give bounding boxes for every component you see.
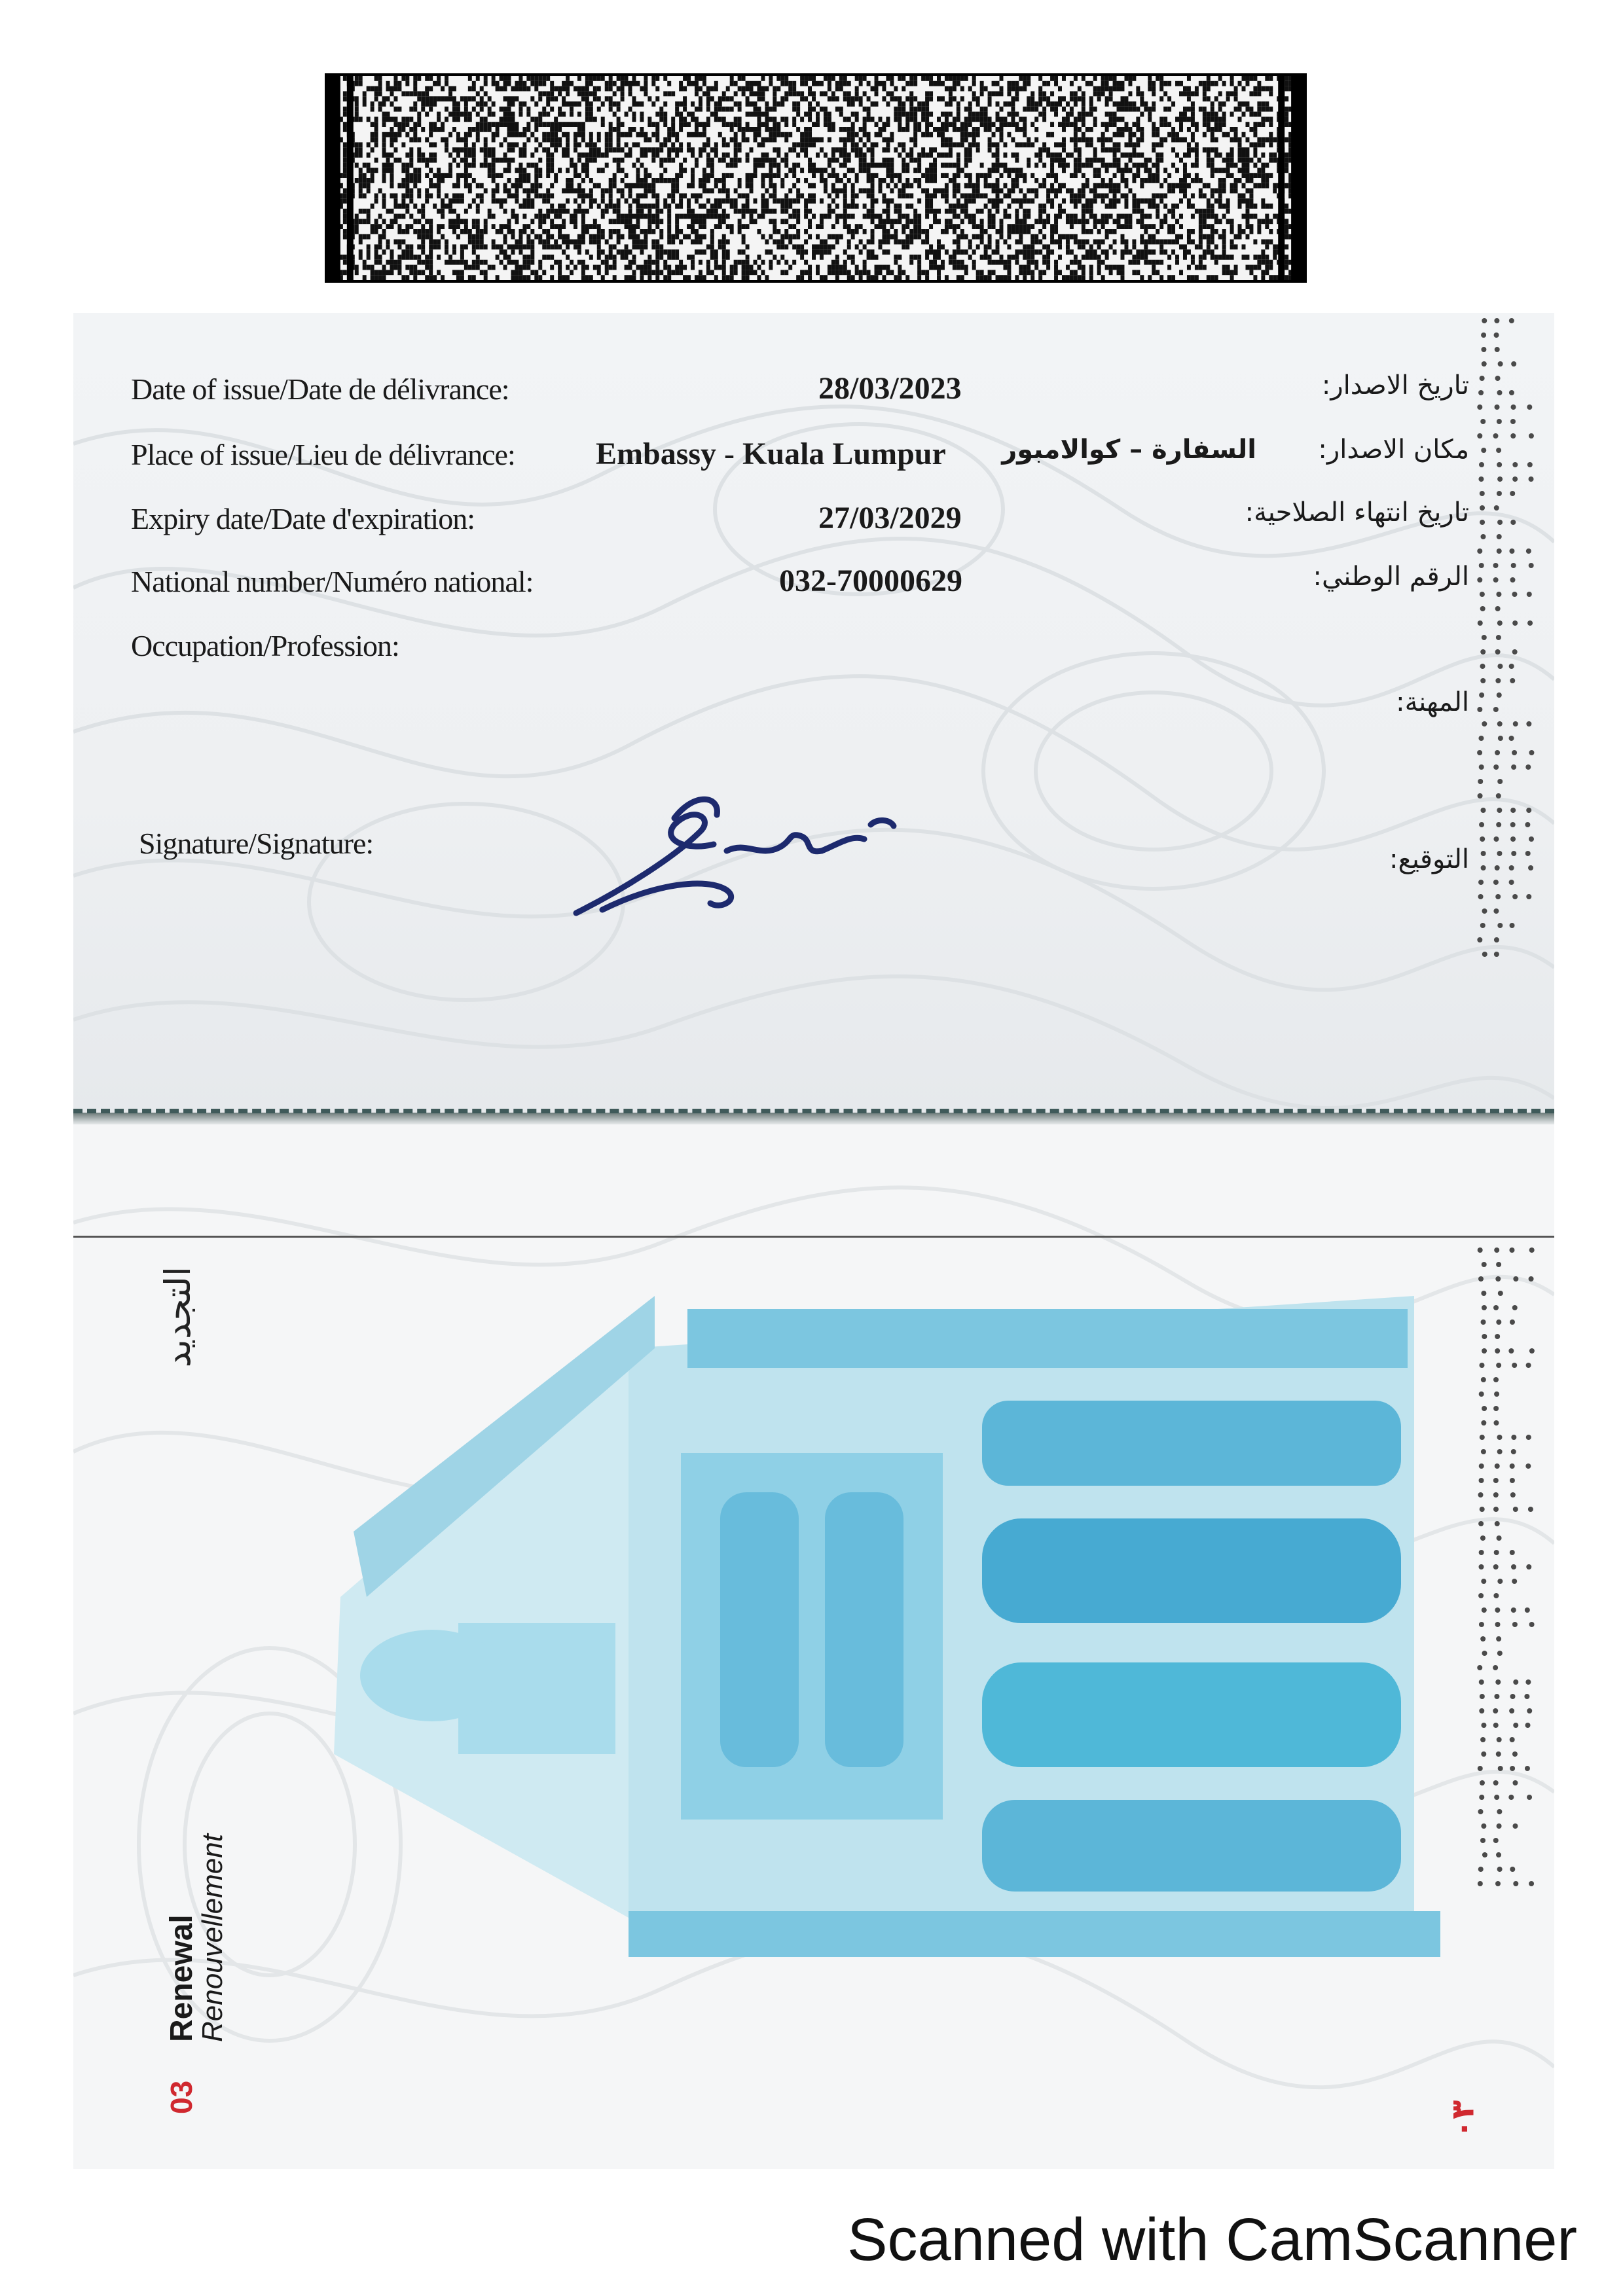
- national-number-value: 032-70000629: [779, 564, 962, 598]
- date-of-issue-label: Date of issue/Date de délivrance:: [131, 372, 509, 406]
- expiry-date-label-ar: تاريخ انتهاء الصلاحية:: [1245, 497, 1469, 528]
- perforation-dots-bottom: [1467, 1244, 1545, 1898]
- fold-perforation: [73, 1109, 1554, 1115]
- place-of-issue-value-ar: السفارة – كوالامبور: [1002, 435, 1256, 465]
- occupation-label: Occupation/Profession:: [131, 629, 399, 662]
- place-of-issue-label: Place of issue/Lieu de délivrance:: [131, 438, 515, 471]
- place-of-issue-value: Embassy - Kuala Lumpur: [596, 437, 946, 471]
- handwritten-signature: [563, 779, 903, 929]
- date-of-issue-value: 28/03/2023: [818, 371, 962, 406]
- occupation-label-ar: المهنة:: [1396, 687, 1469, 717]
- page-number: 03: [164, 2080, 198, 2114]
- scanner-watermark-text: Scanned with CamScanner: [847, 2206, 1577, 2273]
- building-watermark-image: [262, 1257, 1453, 2003]
- date-of-issue-label-ar: تاريخ الاصدار:: [1321, 370, 1469, 401]
- page-number-ar: ٠٣: [1444, 2100, 1482, 2139]
- national-number-label: National number/Numéro national:: [131, 565, 534, 598]
- place-of-issue-label-ar: مكان الاصدار:: [1318, 435, 1469, 465]
- expiry-date-value: 27/03/2029: [818, 501, 962, 535]
- signature-label-ar: التوقيع:: [1389, 844, 1469, 874]
- renewal-title-en: Renewal: [164, 1914, 199, 2042]
- guilloche-pattern: [73, 313, 1554, 1113]
- barcode: [325, 73, 1307, 283]
- passport-data-page: [73, 313, 1554, 1113]
- renewal-title-ar: التجديد: [157, 1266, 198, 1368]
- renewal-divider-line: [73, 1236, 1554, 1238]
- perforation-dots-top: [1467, 314, 1545, 969]
- signature-label: Signature/Signature:: [139, 827, 374, 860]
- national-number-label-ar: الرقم الوطني:: [1313, 562, 1469, 592]
- renewal-title-fr: Renouvellement: [196, 1834, 228, 2042]
- barcode-pattern: [327, 76, 1304, 280]
- expiry-date-label: Expiry date/Date d'expiration:: [131, 502, 475, 535]
